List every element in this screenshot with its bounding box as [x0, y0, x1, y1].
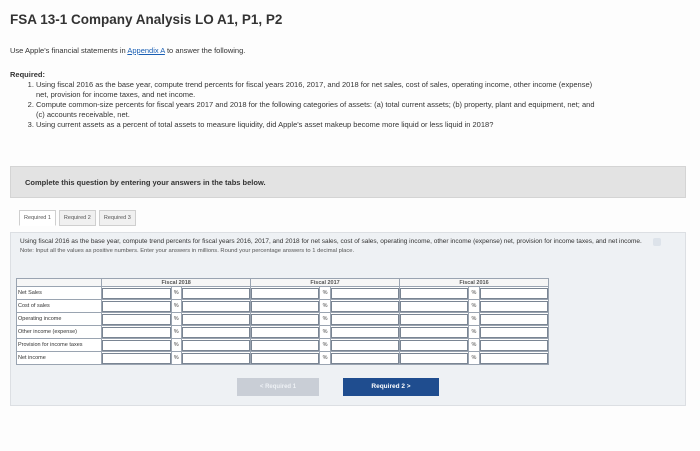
- percent-symbol: %: [469, 339, 479, 352]
- table-row: [17, 313, 549, 326]
- amount-input[interactable]: [102, 313, 171, 326]
- percent-input[interactable]: [479, 287, 548, 300]
- percent-symbol: %: [171, 300, 181, 313]
- amount-input[interactable]: [251, 352, 320, 365]
- percent-input[interactable]: [181, 313, 250, 326]
- amount-input[interactable]: [251, 326, 320, 339]
- next-button[interactable]: Required 2 >: [343, 378, 439, 396]
- row-label: Operating income: [17, 313, 102, 326]
- table-row: [17, 339, 549, 352]
- percent-symbol: %: [320, 313, 330, 326]
- percent-input[interactable]: [479, 339, 548, 352]
- amount-input[interactable]: [102, 339, 171, 352]
- percent-symbol: %: [320, 300, 330, 313]
- percent-input[interactable]: [330, 287, 399, 300]
- amount-input[interactable]: [400, 313, 469, 326]
- percent-input[interactable]: [181, 326, 250, 339]
- table-header-row: [17, 279, 549, 287]
- row-label: Net Sales: [17, 287, 102, 300]
- percent-symbol: %: [320, 287, 330, 300]
- percent-symbol: %: [469, 300, 479, 313]
- banner-text: Complete this question by entering your answers in the tabs below.: [25, 178, 266, 187]
- required-heading: Required:: [10, 70, 46, 79]
- requirement-item: 3. Using current assets as a percent of total assets to measure liquidity, did Apple's asset makeup become more liquid or less liquid in 2018?: [36, 120, 596, 130]
- scroll-handle[interactable]: [653, 238, 661, 246]
- amount-input[interactable]: [251, 287, 320, 300]
- percent-symbol: %: [469, 313, 479, 326]
- table-row: [17, 300, 549, 313]
- percent-input[interactable]: [479, 300, 548, 313]
- tab-required-1[interactable]: Required 1: [19, 210, 56, 226]
- page-title: FSA 13-1 Company Analysis LO A1, P1, P2: [10, 12, 283, 27]
- percent-input[interactable]: [479, 313, 548, 326]
- header-blank: [17, 279, 102, 287]
- requirement-item: 1. Using fiscal 2016 as the base year, compute trend percents for fiscal years 2016, 2017, and 2018 for net sales, cost of sales, operating income, other income (expense) net, provision for income taxes, and net income.: [36, 80, 596, 99]
- header-fiscal-2016: Fiscal 2016: [400, 279, 549, 287]
- amount-input[interactable]: [102, 326, 171, 339]
- percent-symbol: %: [469, 326, 479, 339]
- table-row: [17, 287, 549, 300]
- percent-symbol: %: [171, 352, 181, 365]
- trend-table: [16, 278, 549, 365]
- panel-instruction-text: Using fiscal 2016 as the base year, compute trend percents for fiscal years 2016, 2017, and 2018 for net sales, cost of sales, operating income, other income (expense) net, provision for income taxes, and net income.: [20, 238, 642, 245]
- amount-input[interactable]: [102, 300, 171, 313]
- percent-input[interactable]: [181, 352, 250, 365]
- percent-symbol: %: [320, 352, 330, 365]
- instructions-banner: [10, 166, 686, 198]
- amount-input[interactable]: [400, 326, 469, 339]
- row-label: Provision for income taxes: [17, 339, 102, 352]
- percent-symbol: %: [171, 339, 181, 352]
- intro-text: [10, 46, 245, 55]
- intro-prefix: Use Apple's financial statements in: [10, 46, 128, 55]
- tab-required-2[interactable]: Required 2: [59, 210, 96, 226]
- requirements-list: [10, 80, 596, 131]
- row-label: Cost of sales: [17, 300, 102, 313]
- previous-button: < Required 1: [237, 378, 319, 396]
- percent-input[interactable]: [181, 300, 250, 313]
- table-row: [17, 352, 549, 365]
- tab-bar: [19, 210, 136, 226]
- amount-input[interactable]: [251, 339, 320, 352]
- percent-symbol: %: [171, 326, 181, 339]
- requirement-item: 2. Compute common-size percents for fiscal years 2017 and 2018 for the following categories of assets: (a) total current assets; (b) property, plant and equipment, net; and (c) accounts receivable, net.: [36, 100, 596, 119]
- tab-required-3[interactable]: Required 3: [99, 210, 136, 226]
- header-fiscal-2018: Fiscal 2018: [102, 279, 251, 287]
- percent-input[interactable]: [330, 300, 399, 313]
- percent-input[interactable]: [330, 313, 399, 326]
- panel-note: Note: Input all the values as positive numbers. Enter your answers in millions. Round your percentage answers to 1 decimal place.: [20, 247, 355, 254]
- amount-input[interactable]: [400, 339, 469, 352]
- amount-input[interactable]: [400, 300, 469, 313]
- percent-symbol: %: [320, 326, 330, 339]
- amount-input[interactable]: [102, 287, 171, 300]
- percent-input[interactable]: [330, 326, 399, 339]
- amount-input[interactable]: [400, 352, 469, 365]
- percent-symbol: %: [171, 287, 181, 300]
- amount-input[interactable]: [400, 287, 469, 300]
- table-row: [17, 326, 549, 339]
- percent-input[interactable]: [330, 339, 399, 352]
- percent-input[interactable]: [181, 287, 250, 300]
- header-fiscal-2017: Fiscal 2017: [251, 279, 400, 287]
- percent-symbol: %: [320, 339, 330, 352]
- row-label: Other income (expense): [17, 326, 102, 339]
- percent-input[interactable]: [479, 326, 548, 339]
- amount-input[interactable]: [102, 352, 171, 365]
- amount-input[interactable]: [251, 313, 320, 326]
- percent-symbol: %: [469, 287, 479, 300]
- appendix-link[interactable]: Appendix A: [127, 46, 165, 55]
- percent-input[interactable]: [181, 339, 250, 352]
- percent-input[interactable]: [330, 352, 399, 365]
- percent-symbol: %: [171, 313, 181, 326]
- row-label: Net income: [17, 352, 102, 365]
- amount-input[interactable]: [251, 300, 320, 313]
- percent-symbol: %: [469, 352, 479, 365]
- panel-instructions: [20, 238, 660, 255]
- intro-suffix: to answer the following.: [164, 46, 246, 55]
- percent-input[interactable]: [479, 352, 548, 365]
